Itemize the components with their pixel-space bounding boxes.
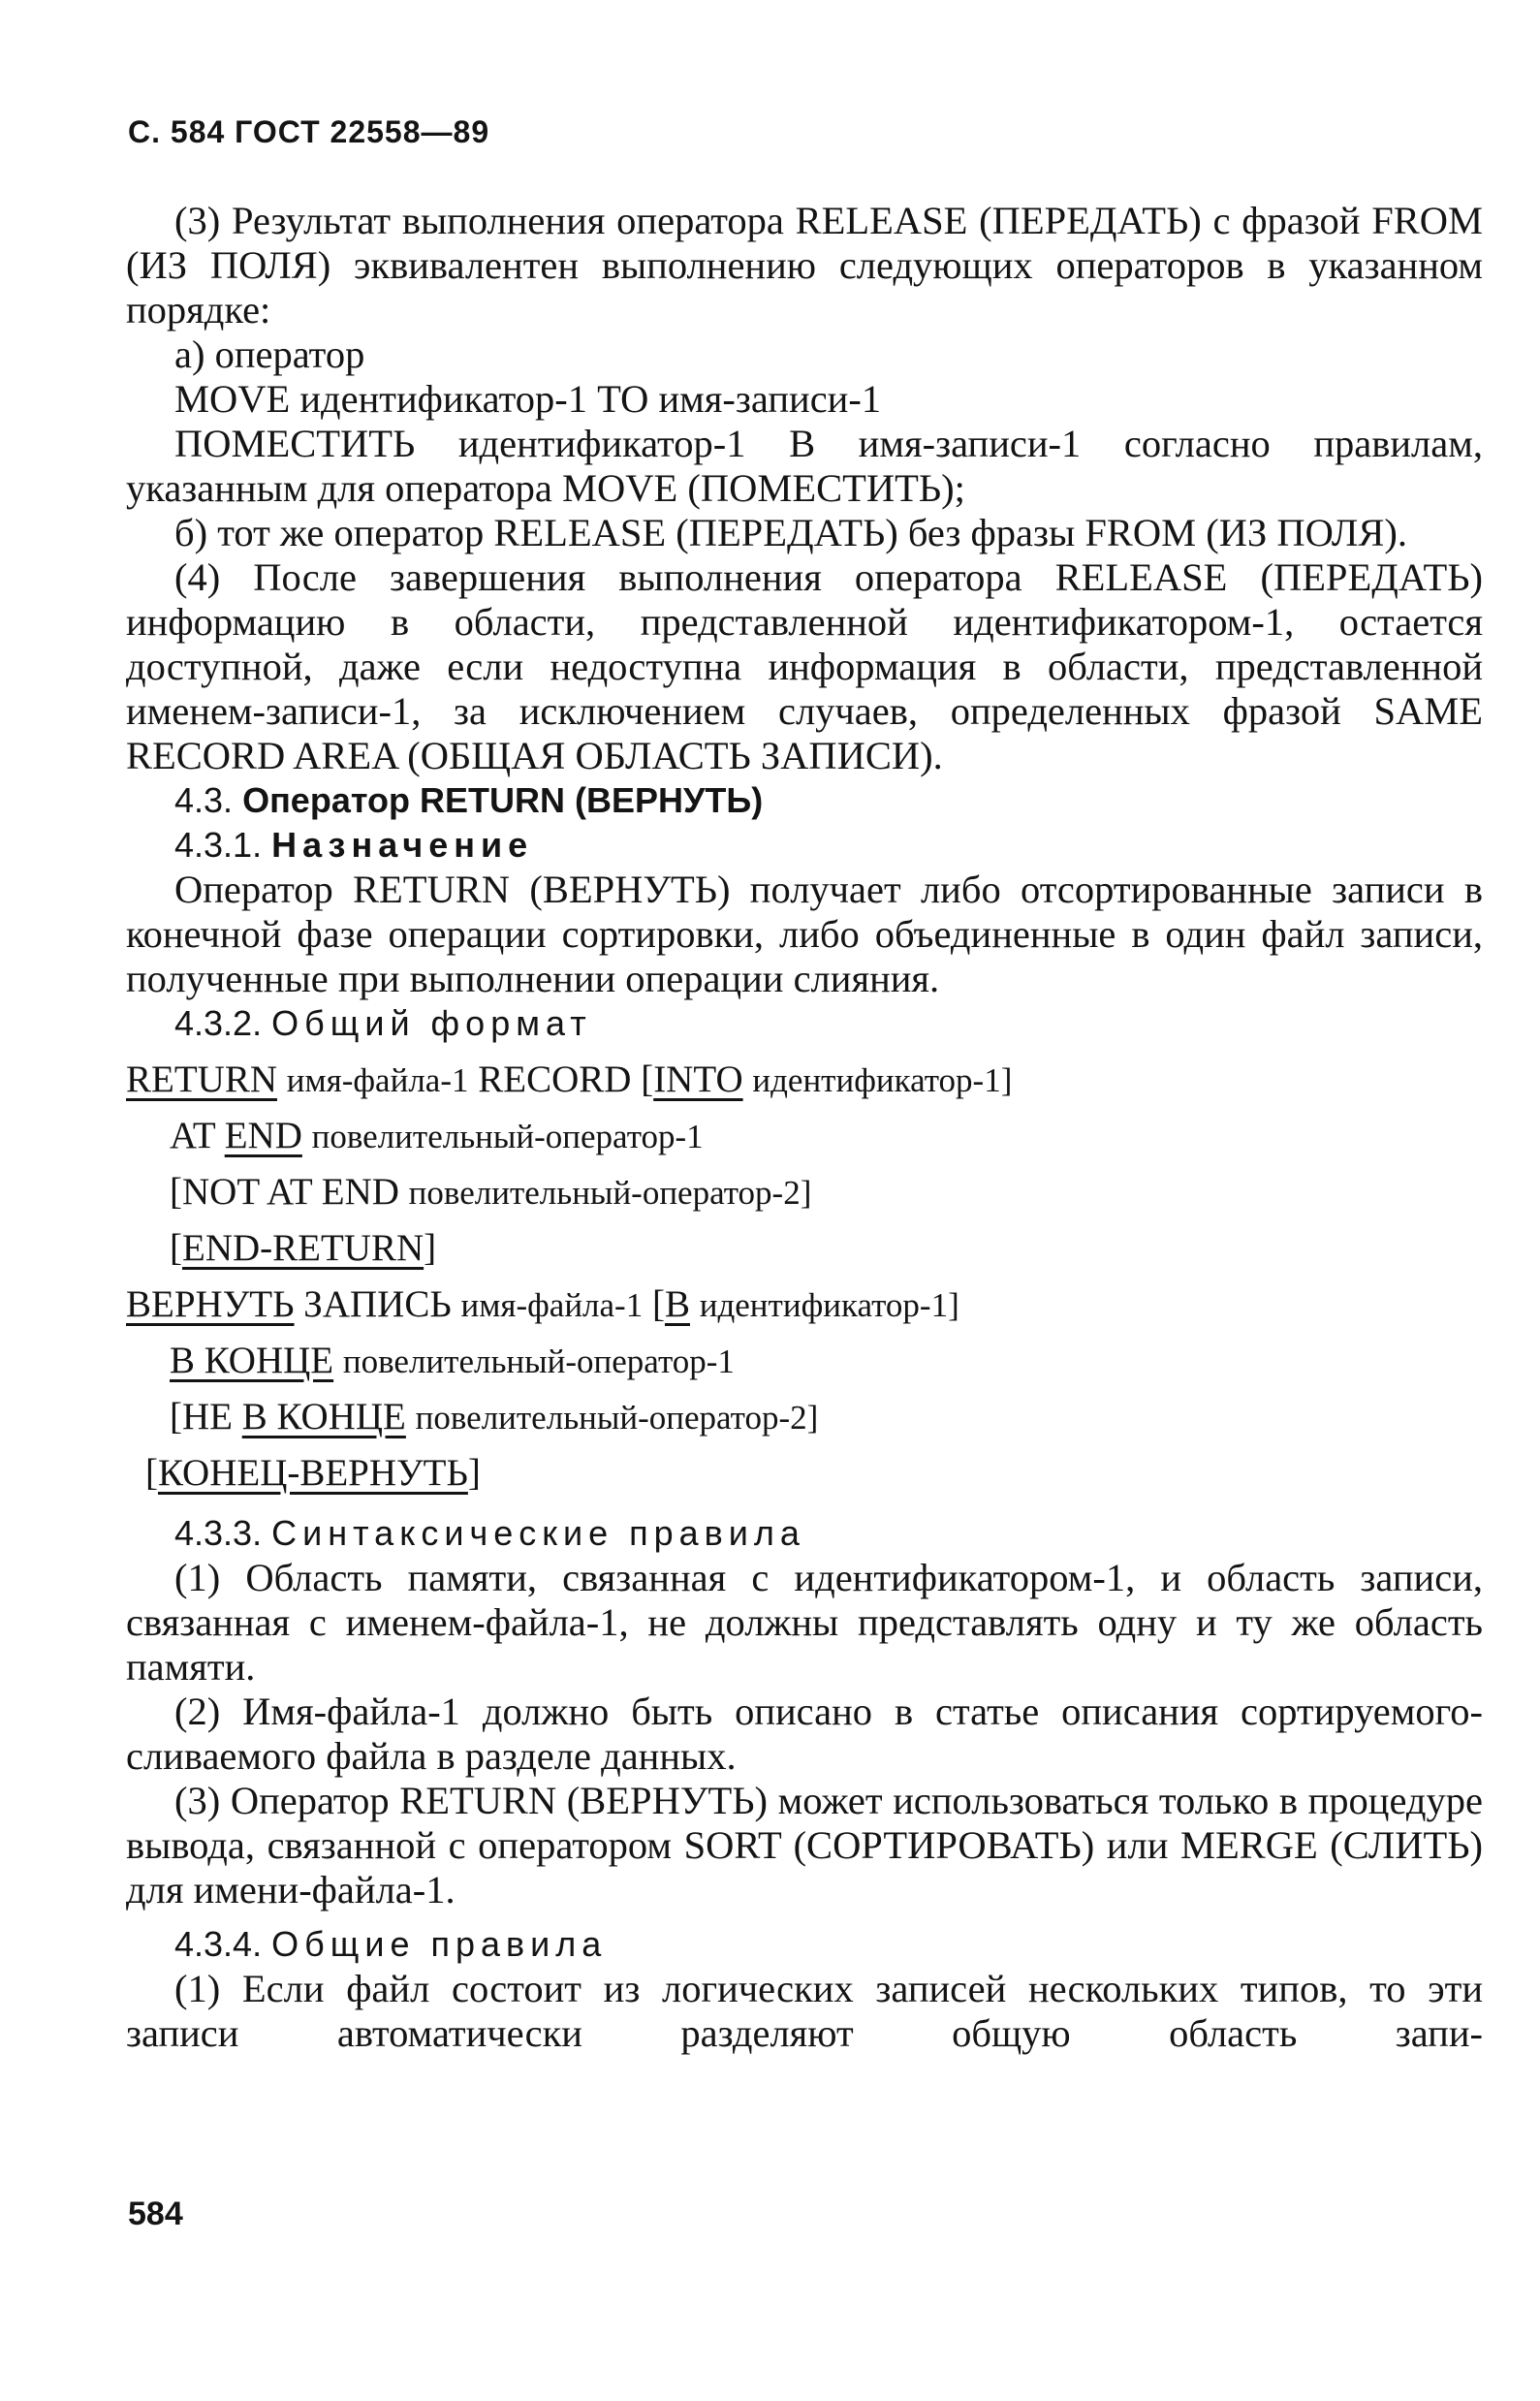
section-heading: [126, 778, 1483, 823]
paragraph: (1) Область памяти, связанная с идентификатором-1, и область записи, связанная с именем-файла-1, не должны представлять одну и ту же область памяти.: [126, 1556, 1483, 1689]
section-title: Общий формат: [271, 1003, 592, 1043]
page-header: С. 584 ГОСТ 22558—89: [128, 114, 490, 149]
section-number: 4.3.3.: [174, 1513, 263, 1553]
page-body: [126, 199, 1483, 2056]
format-line: ВЕРНУТЬ ЗАПИСЬ имя-файла-1 [В идентификатор-1]: [126, 1283, 959, 1325]
paragraph: Оператор RETURN (ВЕРНУТЬ) получает либо отсортированные записи в конечной фазе операции сортировки, либо объединенные в один файл записи, полученные при выполнении операции слияния.: [126, 868, 1483, 1000]
format-line: RETURN имя-файла-1 RECORD [INTO идентификатор-1]: [126, 1058, 1013, 1100]
general-format: [126, 1052, 1483, 1501]
format-line: [END-RETURN]: [170, 1227, 437, 1269]
format-line: [NOT AT END повелительный-оператор-2]: [170, 1171, 812, 1213]
format-line: [НЕ В КОНЦЕ повелительный-оператор-2]: [170, 1396, 819, 1437]
keyword: В КОНЦЕ: [241, 1396, 406, 1437]
paragraph: (3) Результат выполнения оператора RELEASE (ПЕРЕДАТЬ) с фразой FROM (ИЗ ПОЛЯ) эквивалентен выполнению следующих операторов в указанном порядке:: [126, 199, 1483, 332]
page-number: 584: [128, 2196, 183, 2232]
paragraph: а) оператор: [174, 332, 365, 376]
format-line: В КОНЦЕ повелительный-оператор-1: [170, 1340, 735, 1381]
section-number: 4.3.: [174, 780, 234, 820]
paragraph: MOVE идентификатор-1 TO имя-записи-1: [174, 377, 882, 421]
section-number: 4.3.1.: [174, 825, 263, 865]
paragraph: (2) Имя-файла-1 должно быть описано в статье описания сортируемого-сливаемого файла в разделе данных.: [126, 1690, 1483, 1778]
keyword: В КОНЦЕ: [170, 1340, 334, 1381]
subsection-heading: [126, 1001, 1483, 1046]
subsection-heading: [126, 1511, 1483, 1556]
section-title: Назначение: [271, 825, 534, 865]
section-title: Синтаксические правила: [271, 1513, 805, 1553]
paragraph: (4) После завершения выполнения оператора RELEASE (ПЕРЕДАТЬ) информацию в области, представленной идентификатором-1, остается доступной, даже если недоступна информация в области, представленной именем-записи-1, за исключением случаев, определенных фразой SAME RECORD AREA (ОБЩАЯ ОБЛАСТЬ ЗАПИСИ).: [126, 555, 1483, 777]
section-number: 4.3.4.: [174, 1924, 263, 1964]
format-line: [КОНЕЦ-ВЕРНУТЬ]: [145, 1452, 481, 1494]
subsection-heading: [126, 1922, 1483, 1967]
keyword: INTO: [653, 1058, 743, 1100]
section-number: 4.3.2.: [174, 1003, 263, 1043]
paragraph: (1) Если файл состоит из логических записей нескольких типов, то эти записи автоматически разделяют общую область запи-: [126, 1967, 1483, 2055]
keyword: RETURN: [126, 1058, 277, 1100]
keyword: КОНЕЦ-ВЕРНУТЬ: [158, 1452, 468, 1494]
paragraph: ПОМЕСТИТЬ идентификатор-1 В имя-записи-1 согласно правилам, указанным для оператора MOVE (ПОМЕСТИТЬ);: [126, 422, 1483, 510]
subsection-heading: [126, 823, 1483, 868]
paragraph: б) тот же оператор RELEASE (ПЕРЕДАТЬ) без фразы FROM (ИЗ ПОЛЯ).: [174, 511, 1407, 554]
keyword: END: [224, 1115, 302, 1156]
keyword: END-RETURN: [182, 1227, 424, 1269]
keyword: В: [664, 1283, 690, 1325]
paragraph: (3) Оператор RETURN (ВЕРНУТЬ) может использоваться только в процедуре вывода, связанной с оператором SORT (СОРТИРОВАТЬ) или MERGE (СЛИТЬ) для имени-файла-1.: [126, 1779, 1483, 1911]
section-title: Общие правила: [271, 1924, 608, 1964]
keyword: ВЕРНУТЬ: [126, 1283, 295, 1325]
format-line: AT END повелительный-оператор-1: [170, 1115, 704, 1156]
section-title: Оператор RETURN (ВЕРНУТЬ): [242, 780, 764, 820]
keyword: END: [321, 1171, 399, 1213]
